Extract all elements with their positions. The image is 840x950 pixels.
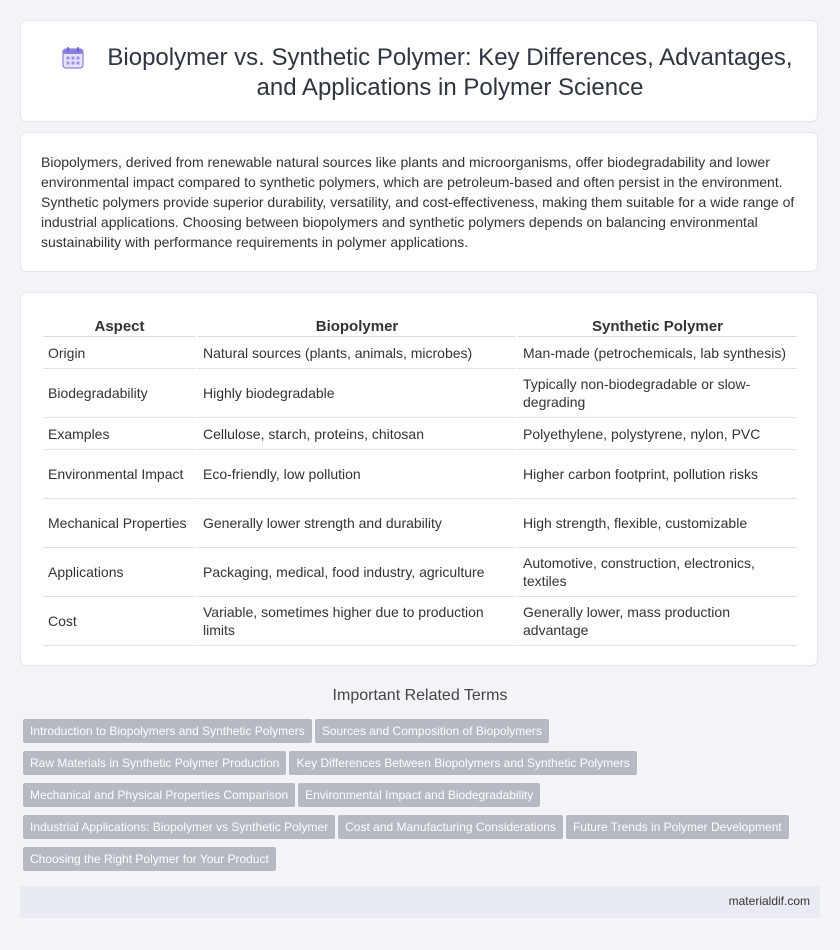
table-cell: Environmental Impact bbox=[43, 450, 196, 499]
table-cell: Biodegradability bbox=[43, 369, 196, 418]
title-card bbox=[20, 20, 818, 122]
intro-card bbox=[20, 132, 818, 272]
table-row bbox=[43, 450, 797, 499]
table-row bbox=[43, 548, 797, 597]
table-cell: High strength, flexible, customizable bbox=[518, 499, 797, 548]
related-term-link[interactable]: Introduction to Biopolymers and Synthetic Polymers bbox=[23, 719, 312, 743]
related-term-link[interactable]: Choosing the Right Polymer for Your Product bbox=[23, 847, 276, 871]
table-row bbox=[43, 337, 797, 369]
table-row bbox=[43, 597, 797, 646]
footer-bar bbox=[20, 886, 820, 918]
related-terms-list bbox=[23, 719, 823, 879]
table-row bbox=[43, 418, 797, 450]
table-cell: Highly biodegradable bbox=[198, 369, 516, 418]
header-synthetic-polymer: Synthetic Polymer bbox=[518, 315, 797, 337]
page-title: Biopolymer vs. Synthetic Polymer: Key Differences, Advantages, and Applications in Polymer Science bbox=[107, 44, 793, 101]
related-terms-heading: Important Related Terms bbox=[332, 687, 508, 704]
table-cell: Polyethylene, polystyrene, nylon, PVC bbox=[518, 418, 797, 450]
related-term-link[interactable]: Cost and Manufacturing Considerations bbox=[338, 815, 563, 839]
table-cell: Examples bbox=[43, 418, 196, 450]
table-cell: Cellulose, starch, proteins, chitosan bbox=[198, 418, 516, 450]
table-cell: Automotive, construction, electronics, textiles bbox=[518, 548, 797, 597]
header-biopolymer: Biopolymer bbox=[198, 315, 516, 337]
table-header-row bbox=[43, 315, 797, 337]
table-row bbox=[43, 499, 797, 548]
related-term-link[interactable]: Mechanical and Physical Properties Comparison bbox=[23, 783, 295, 807]
related-term-link[interactable]: Industrial Applications: Biopolymer vs Synthetic Polymer bbox=[23, 815, 335, 839]
related-term-link[interactable]: Environmental Impact and Biodegradability bbox=[298, 783, 540, 807]
table-cell: Applications bbox=[43, 548, 196, 597]
table-cell: Man-made (petrochemicals, lab synthesis) bbox=[518, 337, 797, 369]
header-aspect: Aspect bbox=[43, 315, 196, 337]
related-term-link[interactable]: Key Differences Between Biopolymers and Synthetic Polymers bbox=[289, 751, 636, 775]
table-cell: Generally lower, mass production advantage bbox=[518, 597, 797, 646]
comparison-table bbox=[41, 315, 799, 646]
related-term-link[interactable]: Raw Materials in Synthetic Polymer Production bbox=[23, 751, 286, 775]
related-term-link[interactable]: Future Trends in Polymer Development bbox=[566, 815, 789, 839]
table-cell: Eco-friendly, low pollution bbox=[198, 450, 516, 499]
table-cell: Packaging, medical, food industry, agriculture bbox=[198, 548, 516, 597]
table-cell: Typically non-biodegradable or slow-degrading bbox=[518, 369, 797, 418]
document-grid-icon bbox=[61, 46, 85, 70]
site-link[interactable]: materialdif.com bbox=[728, 894, 810, 908]
related-term-link[interactable]: Sources and Composition of Biopolymers bbox=[315, 719, 549, 743]
table-cell: Cost bbox=[43, 597, 196, 646]
table-cell: Generally lower strength and durability bbox=[198, 499, 516, 548]
table-row bbox=[43, 369, 797, 418]
comparison-card bbox=[20, 292, 818, 666]
table-cell: Mechanical Properties bbox=[43, 499, 196, 548]
intro-paragraph: Biopolymers, derived from renewable natural sources like plants and microorganisms, offer biodegradability and lower environmental impact compared to synthetic polymers, which are petroleum-based and often persist in the environment. Synthetic polymers provide superior durability, versatility, and cost-effectiveness, making them suitable for a wide range of industrial applications. Choosing between biopolymers and synthetic polymers depends on balancing environmental sustainability with performance requirements in polymer applications. bbox=[41, 154, 795, 250]
table-cell: Natural sources (plants, animals, microbes) bbox=[198, 337, 516, 369]
table-cell: Higher carbon footprint, pollution risks bbox=[518, 450, 797, 499]
table-cell: Variable, sometimes higher due to production limits bbox=[198, 597, 516, 646]
table-cell: Origin bbox=[43, 337, 196, 369]
